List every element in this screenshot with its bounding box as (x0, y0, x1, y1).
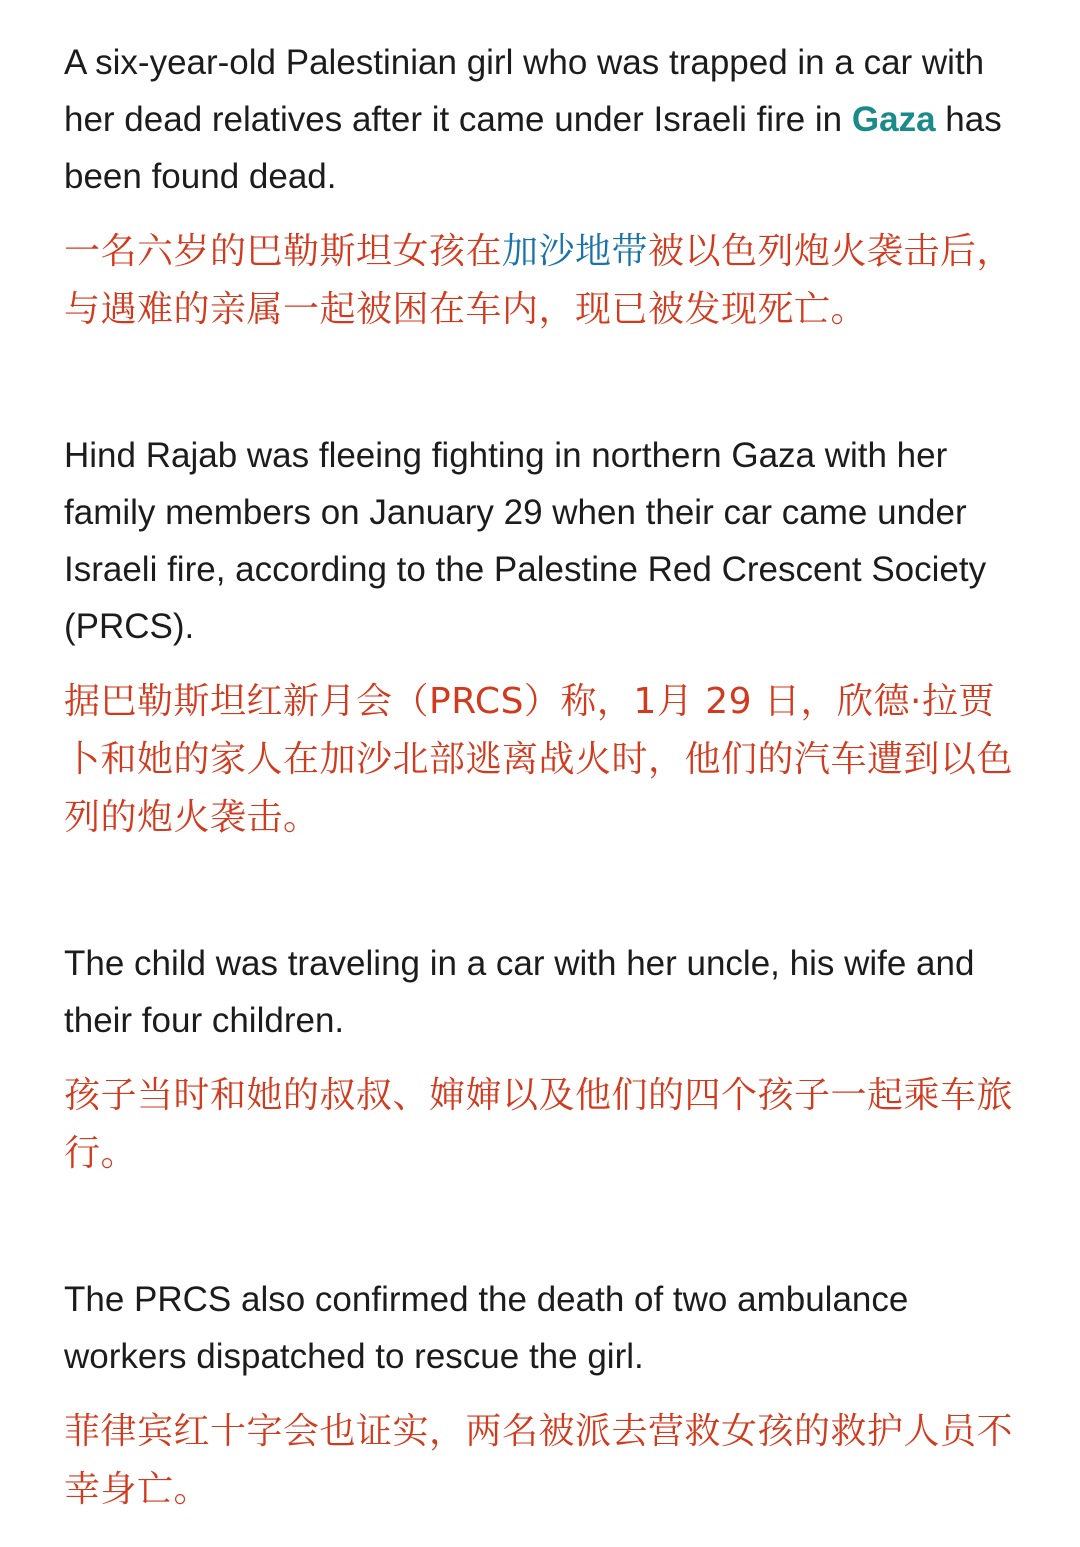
chinese-translation (64, 223, 1014, 339)
chinese-translation: 据巴勒斯坦红新月会（PRCS）称，1月 29 日，欣德·拉贾卜和她的家人在加沙北部逃离战火时，他们的汽车遭到以色列的炮火袭击。 (64, 681, 1014, 838)
paragraph-block-1 (64, 34, 1014, 339)
english-text: A six-year-old Palestinian girl who was trapped in a car with her dead relatives after it came under Israeli fire in (64, 43, 985, 139)
chinese-text: 一名六岁的巴勒斯坦女孩在 (64, 231, 503, 272)
article-body (64, 34, 1014, 1519)
paragraph-block-4 (64, 1271, 1014, 1519)
english-text: has been found dead. (64, 100, 1002, 196)
chinese-translation: 菲律宾红十字会也证实，两名被派去营救女孩的救护人员不幸身亡。 (64, 1411, 1014, 1510)
paragraph-block-2 (64, 427, 1014, 847)
chinese-translation: 孩子当时和她的叔叔、婶婶以及他们的四个孩子一起乘车旅行。 (64, 1075, 1014, 1174)
english-paragraph: The PRCS also confirmed the death of two ambulance workers dispatched to rescue the girl. (64, 1280, 909, 1376)
chinese-text: 被以色列炮火袭击后，与遇难的亲属一起被困在车内，现已被发现死亡。 (64, 231, 1014, 330)
english-paragraph: Hind Rajab was fleeing fighting in northern Gaza with her family members on January 29 when their car came under Israeli fire, according to the Palestine Red Crescent Society (PRCS). (64, 436, 987, 646)
english-paragraph (64, 34, 1014, 205)
paragraph-block-3 (64, 935, 1014, 1183)
english-paragraph: The child was traveling in a car with her uncle, his wife and their four children. (64, 944, 975, 1040)
gaza-link-zh[interactable]: 加沙地带 (502, 231, 649, 272)
gaza-link[interactable]: Gaza (851, 100, 936, 139)
